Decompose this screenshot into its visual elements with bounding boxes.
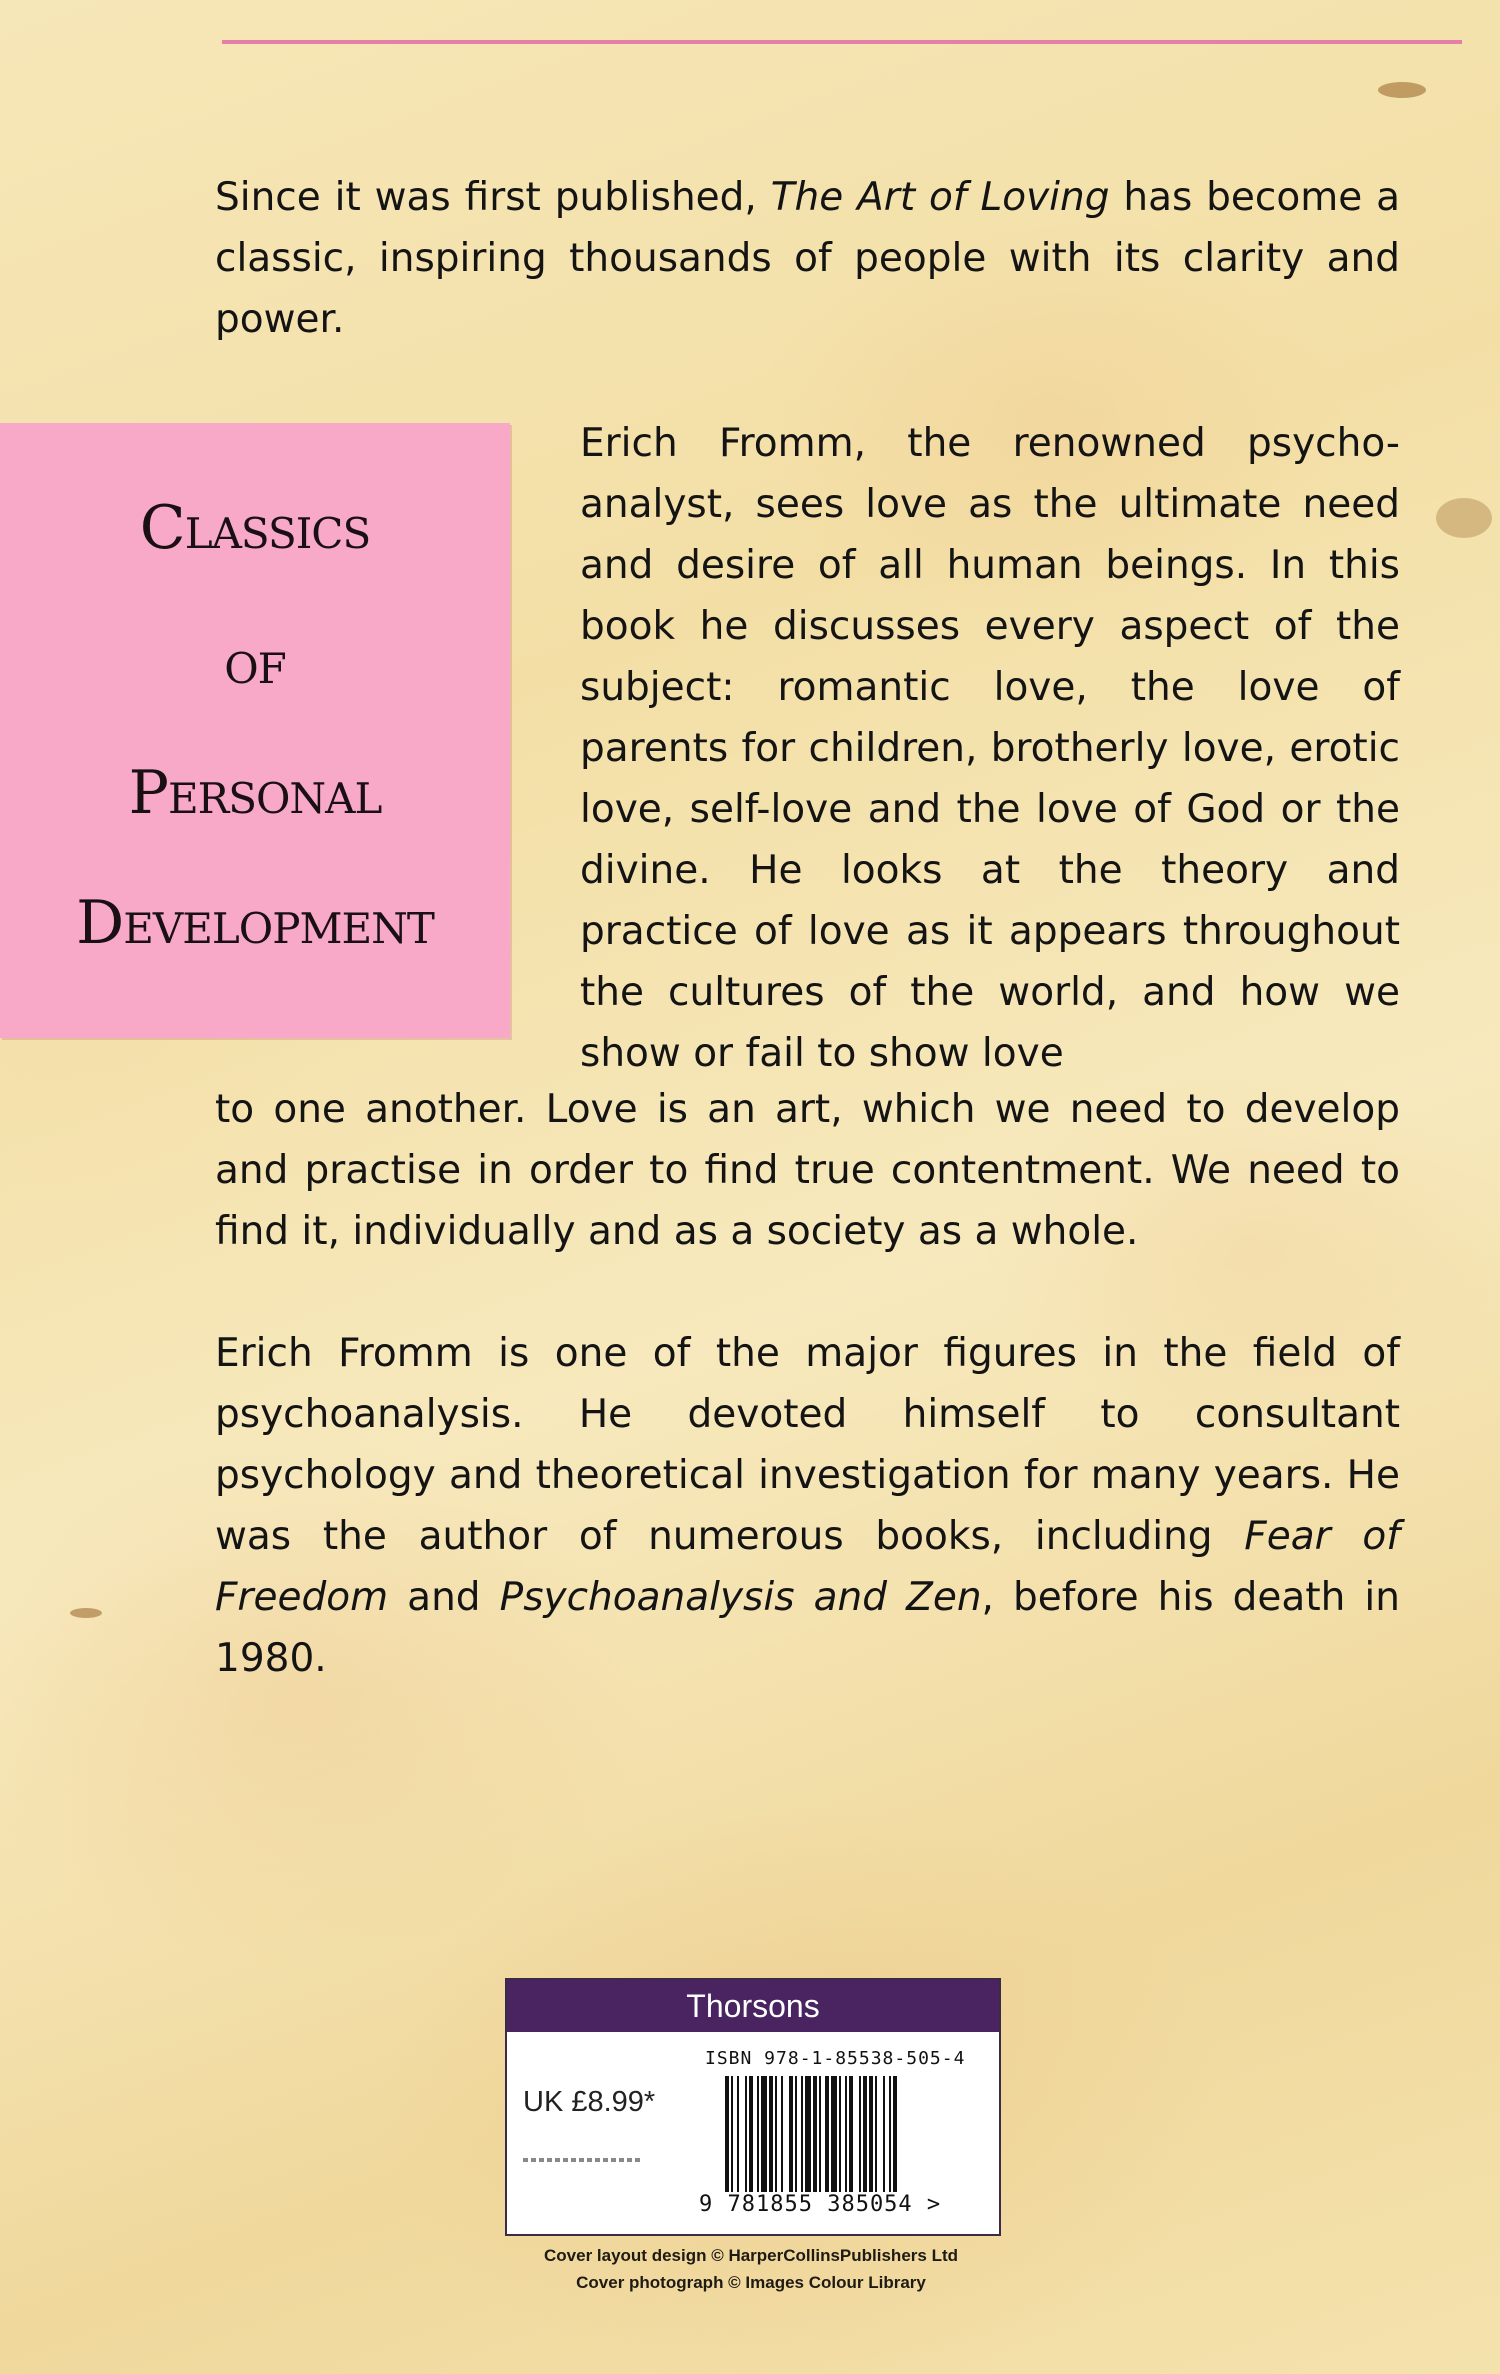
paper-smudge (70, 1608, 102, 1618)
description-paragraph: Erich Fromm, the renowned psycho-analyst, sees love as the ultimate need and desire of all human beings. In this book he discusses every aspect of the subject: romantic love, the love of parents for children, brotherly love, erotic love, self-love and the love of God or the divine. He looks at the theory and practice of love as it appears throughout the cultures of the world, and how we show or fail to show love (580, 421, 1400, 1076)
credit-line-photo: Cover photograph © Images Colour Library (576, 2273, 926, 2292)
isbn-number: ISBN 978-1-85538-505-4 (705, 2048, 966, 2069)
author-bio-paragraph: Erich Fromm is one of the major figures in the field of psychoanalysis. He devoted himself to consultant psychology and theoretical investigation for many years. He was the author of numerous books, including Fear of Freedom and Psychoanalysis and Zen, before his death in 1980. (215, 1331, 1400, 1681)
book-title: Psychoanalysis and Zen (499, 1575, 982, 1620)
book-title: Fear of Freedom (215, 1514, 1400, 1620)
series-line-2: of (224, 628, 286, 698)
book-title: The Art of Loving (770, 175, 1110, 220)
paper-smudge (1436, 498, 1492, 538)
series-line-1: Classics (139, 493, 371, 563)
credit-line-design: Cover layout design © HarperCollinsPublishers Ltd (544, 2246, 958, 2265)
series-box (0, 423, 510, 1038)
series-line-4: Development (76, 888, 434, 958)
barcode-digits: 9 781855 385054 > (699, 2192, 942, 2217)
price-label: UK £8.99* (523, 2086, 656, 2118)
barcode-icon (725, 2076, 957, 2192)
cover-credits (505, 2242, 997, 2296)
price-barcode-card (505, 1978, 1001, 2236)
fineprint-line (523, 2158, 641, 2162)
paper-smudge (1378, 82, 1426, 98)
publisher-name: Thorsons (507, 1980, 999, 2032)
intro-paragraph: Since it was first published, The Art of Loving has become a classic, inspiring thousands of people with its clarity and power. (215, 175, 1400, 342)
top-pink-rule (222, 40, 1462, 44)
description-paragraph-continued: to one another. Love is an art, which we need to develop and practise in order to find true contentment. We need to find it, individually and as a society as a whole. (215, 1087, 1400, 1254)
series-line-3: Personal (128, 758, 382, 828)
